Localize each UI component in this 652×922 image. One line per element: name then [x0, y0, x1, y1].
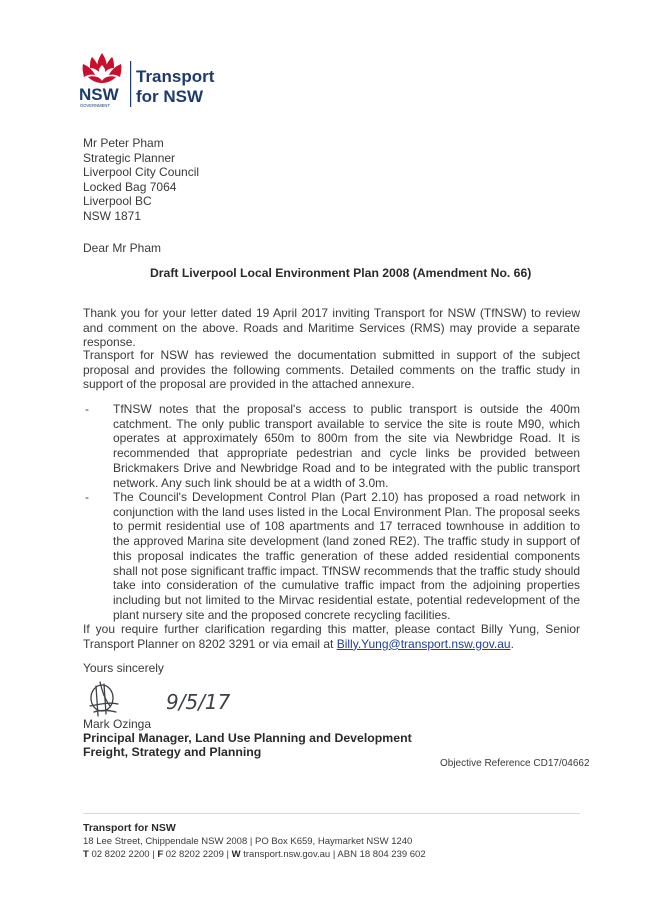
- recipient-address: [83, 136, 199, 224]
- waratah-icon: [78, 47, 228, 109]
- logo-line1-text: Transport: [136, 67, 215, 86]
- email-link[interactable]: Billy.Yung@transport.nsw.gov.au: [336, 636, 511, 651]
- website-abn: transport.nsw.gov.au | ABN 18 804 239 602: [240, 849, 426, 860]
- contact-text: If you require further clarification regarding this matter, please contact Billy Yung, Senior Transport Planner on 8202 3291 or via email at: [83, 622, 580, 651]
- fax-label: F: [157, 849, 164, 860]
- objective-reference: Objective Reference CD17/04662: [440, 758, 590, 769]
- signer-title: Principal Manager, Land Use Planning and Development: [83, 731, 412, 745]
- paragraph-contact: [83, 622, 580, 651]
- footer-divider: [83, 813, 580, 814]
- signer-division: Freight, Strategy and Planning: [83, 745, 262, 759]
- fax-number: 02 8202 2209 |: [163, 849, 232, 860]
- paragraph-review: Transport for NSW has reviewed the documentation submitted in support of the subject proposal and provides the following comments. Detailed comments on the traffic study in support of the proposal are provided in the attached annexure.: [83, 348, 580, 392]
- recipient-line: NSW 1871: [83, 208, 142, 223]
- phone-label: T: [83, 849, 89, 860]
- recipient-line: Locked Bag 7064: [83, 179, 177, 194]
- recipient-line: Liverpool City Council: [83, 165, 200, 180]
- footer-contact: [83, 849, 426, 860]
- closing: Yours sincerely: [83, 661, 164, 675]
- paragraph-intro: Thank you for your letter dated 19 April 2017 inviting Transport for NSW (TfNSW) to review and comment on the above. Roads and Maritime Services (RMS) may provide a separate response.: [83, 306, 580, 350]
- footer-title: Transport for NSW: [83, 822, 176, 834]
- logo-government-text: GOVERNMENT: [80, 103, 111, 108]
- signer-name: Mark Ozinga: [83, 717, 152, 731]
- web-label: W: [231, 849, 241, 860]
- bullet-public-transport: TfNSW notes that the proposal's access to public transport is outside the 400m catchment. The only public transport available to service the site is route M90, which operates at approximately 650m to 800m from the site via Newbridge Road. It is recommended that appropriate pedestrian and cycle links be provided between Brickmakers Drive and Newbridge Road and to be integrated with the public transport network. Any such link should be at a width of 3.0m.: [113, 402, 580, 490]
- recipient-line: Mr Peter Pham: [83, 136, 164, 150]
- subject-heading: Draft Liverpool Local Environment Plan 2008 (Amendment No. 66): [150, 266, 532, 280]
- contact-end: .: [510, 636, 514, 651]
- signature-date: 9/5/17: [166, 690, 231, 714]
- logo-nsw-text: NSW: [79, 85, 119, 104]
- recipient-line: Liverpool BC: [83, 194, 152, 209]
- phone-number: 02 8202 2200 |: [88, 849, 158, 860]
- recipient-line: Strategic Planner: [83, 150, 176, 165]
- salutation: Dear Mr Pham: [83, 241, 162, 255]
- bullet-marker: -: [85, 402, 89, 416]
- logo-line2-text: for NSW: [136, 87, 204, 106]
- transport-for-nsw-logo: [78, 47, 228, 109]
- bullet-traffic-study: The Council's Development Control Plan (Part 2.10) has proposed a road network in conjunction with the land uses listed in the Local Environment Plan. The proposal seeks to permit residential use of 108 apartments and 17 terraced townhouse in addition to the approved Marina site development (land zoned RE2). The traffic study in support of this proposal indicates the traffic generation of these added residential components shall not pose significant traffic impact. TfNSW recommends that the traffic study should take into consideration of the cumulative traffic impact from the adjoining properties including but not limited to the Mirvac residential estate, potential redevelopment of the plant nursery site and the proposed concrete recycling facilities.: [113, 490, 580, 622]
- bullet-marker: -: [85, 490, 89, 504]
- footer-address: 18 Lee Street, Chippendale NSW 2008 | PO Box K659, Haymarket NSW 1240: [83, 836, 413, 847]
